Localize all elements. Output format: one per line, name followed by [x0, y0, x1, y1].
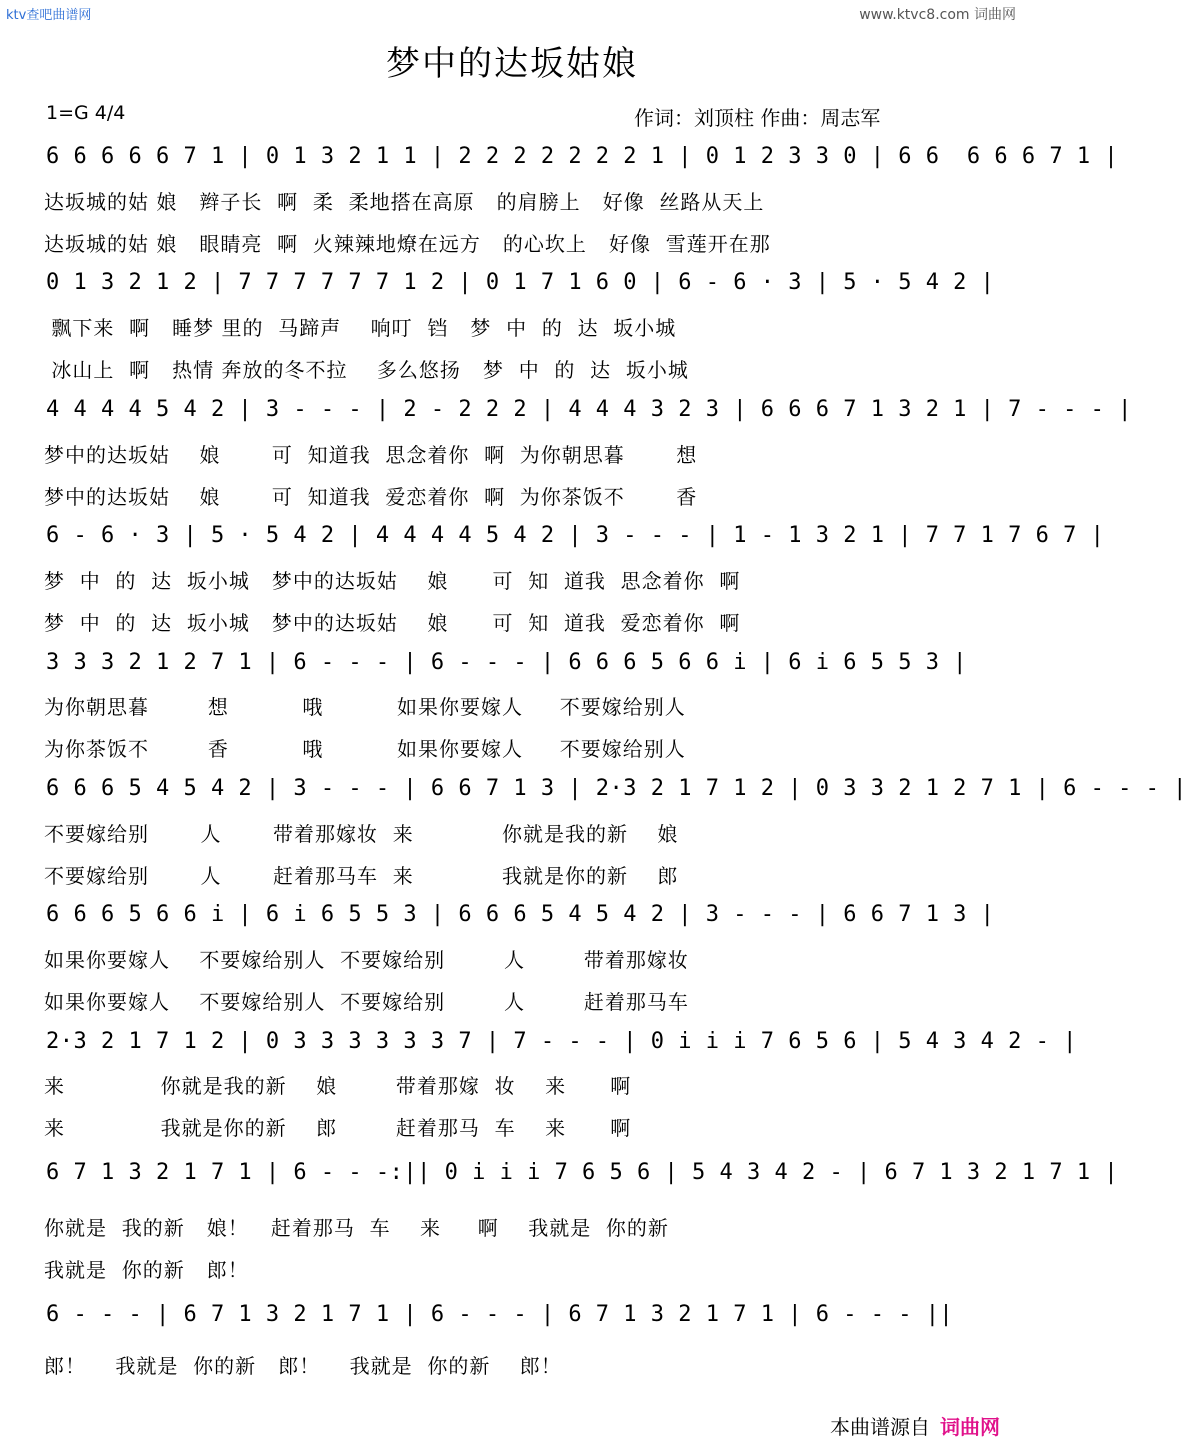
notation-row-4: 6 - 6 · 3 | 5 · 5 4 2 | 4 4 4 4 5 4 2 | 3 - - - | 1 - 1 3 2 1 | 7 7 1 7 6 7 |	[46, 523, 1105, 548]
lyric-row-4-verse-1: 梦 中 的 达 坂小城 梦中的达坂姑 娘 可 知 道我 思念着你 啊	[44, 569, 741, 593]
footer-site-link[interactable]: 词曲网	[940, 1415, 1000, 1439]
lyric-row-3-verse-2: 梦中的达坂姑 娘 可 知道我 爱恋着你 啊 为你茶饭不 香	[44, 485, 698, 509]
lyric-row-10-verse-1: 郎！ 我就是 你的新 郎！ 我就是 你的新 郎！	[44, 1354, 562, 1378]
lyric-row-7-verse-2: 如果你要嫁人 不要嫁给别人 不要嫁给别 人 赶着那马车	[44, 990, 689, 1014]
notation-row-5: 3 3 3 2 1 2 7 1 | 6 - - - | 6 - - - | 6 6 6 5 6 6 i | 6 i 6 5 5 3 |	[46, 650, 967, 675]
lyric-row-4-verse-2: 梦 中 的 达 坂小城 梦中的达坂姑 娘 可 知 道我 爱恋着你 啊	[44, 611, 741, 635]
notation-row-10: 6 - - - | 6 7 1 3 2 1 7 1 | 6 - - - | 6 7 1 3 2 1 7 1 | 6 - - - ||	[46, 1302, 954, 1327]
lyric-row-6-verse-1: 不要嫁给别 人 带着那嫁妆 来 你就是我的新 娘	[44, 822, 679, 846]
notation-row-1: 6 6 6 6 6 7 1 | 0 1 3 2 1 1 | 2 2 2 2 2 2 2 1 | 0 1 2 3 3 0 | 6 6 6 6 6 7 1 |	[46, 144, 1119, 169]
footer-source-text: 本曲谱源自	[830, 1415, 930, 1439]
notation-row-7: 6 6 6 5 6 6 i | 6 i 6 5 5 3 | 6 6 6 5 4 5 4 2 | 3 - - - | 6 6 7 1 3 |	[46, 902, 995, 927]
notation-row-3: 4 4 4 4 5 4 2 | 3 - - - | 2 - 2 2 2 | 4 4 4 3 2 3 | 6 6 6 7 1 3 2 1 | 7 - - - |	[46, 397, 1132, 422]
key-time-signature: 1=G 4/4	[46, 102, 126, 124]
lyric-row-5-verse-1: 为你朝思暮 想 哦 如果你要嫁人 不要嫁给别人	[44, 695, 686, 719]
lyric-row-2-verse-1: 飘下来 啊 睡梦 里的 马蹄声 响叮 铛 梦 中 的 达 坂小城	[44, 316, 677, 340]
credits: 作词：刘顶柱 作曲：周志军	[634, 106, 881, 130]
notation-row-9: 6 7 1 3 2 1 7 1 | 6 - - -:|| 0 i i i 7 6 5 6 | 5 4 3 4 2 - | 6 7 1 3 2 1 7 1 |	[46, 1160, 1119, 1185]
lyric-row-6-verse-2: 不要嫁给别 人 赶着那马车 来 我就是你的新 郎	[44, 864, 679, 888]
watermark-top-right: www.ktvc8.com 词曲网	[859, 7, 1016, 23]
lyric-row-9-verse-2: 我就是 你的新 郎！	[44, 1258, 249, 1282]
song-title: 梦中的达坂姑娘	[386, 44, 638, 84]
notation-row-8: 2·3 2 1 7 1 2 | 0 3 3 3 3 3 3 7 | 7 - - - | 0 i i i 7 6 5 6 | 5 4 3 4 2 - |	[46, 1029, 1077, 1054]
lyric-row-8-verse-1: 来 你就是我的新 娘 带着那嫁 妆 来 啊	[44, 1074, 632, 1098]
lyric-row-5-verse-2: 为你茶饭不 香 哦 如果你要嫁人 不要嫁给别人	[44, 737, 686, 761]
lyric-row-2-verse-2: 冰山上 啊 热情 奔放的冬不拉 多么悠扬 梦 中 的 达 坂小城	[44, 358, 689, 382]
watermark-top-left: ktv查吧曲谱网	[6, 8, 92, 23]
lyric-row-1-verse-2: 达坂城的姑 娘 眼睛亮 啊 火辣辣地燎在远方 的心坎上 好像 雪莲开在那	[44, 232, 771, 256]
lyric-row-9-verse-1: 你就是 我的新 娘！ 赶着那马 车 来 啊 我就是 你的新	[44, 1216, 669, 1240]
lyric-row-8-verse-2: 来 我就是你的新 郎 赶着那马 车 来 啊	[44, 1116, 632, 1140]
lyric-row-3-verse-1: 梦中的达坂姑 娘 可 知道我 思念着你 啊 为你朝思暮 想	[44, 443, 698, 467]
footer-source	[830, 1411, 1000, 1440]
lyric-row-1-verse-1: 达坂城的姑 娘 辫子长 啊 柔 柔地搭在高原 的肩膀上 好像 丝路从天上	[44, 190, 765, 214]
notation-row-2: 0 1 3 2 1 2 | 7 7 7 7 7 7 1 2 | 0 1 7 1 6 0 | 6 - 6 · 3 | 5 · 5 4 2 |	[46, 270, 995, 295]
lyric-row-7-verse-1: 如果你要嫁人 不要嫁给别人 不要嫁给别 人 带着那嫁妆	[44, 948, 689, 972]
notation-row-6: 6 6 6 5 4 5 4 2 | 3 - - - | 6 6 7 1 3 | 2·3 2 1 7 1 2 | 0 3 3 2 1 2 7 1 | 6 - - - |	[46, 776, 1187, 801]
